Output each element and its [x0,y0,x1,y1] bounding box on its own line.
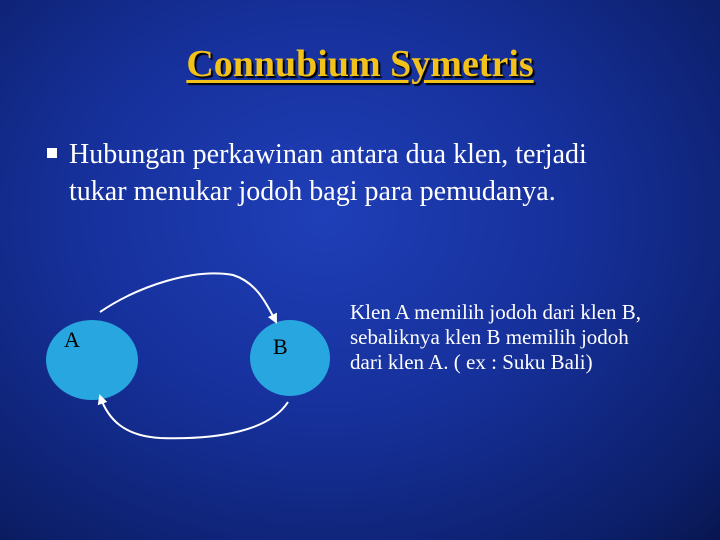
node-b-label: B [273,334,288,359]
note-line-3: dari klen A. ( ex : Suku Bali) [350,350,593,374]
node-a [46,320,138,400]
note-line-1: Klen A memilih jodoh dari klen B, [350,300,642,324]
node-b [250,320,330,396]
note-line-2: sebaliknya klen B memilih jodoh [350,325,629,349]
explanation-note [350,300,710,375]
arrow-a-to-b [100,273,276,322]
node-a-label: A [64,327,80,352]
bullet-line-2: tukar menukar jodoh bagi para pemudanya. [69,176,556,207]
bullet-line-1: Hubungan perkawinan antara dua klen, terjadi [69,139,587,170]
arrow-b-to-a [100,396,288,438]
slide-title: Connubium Symetris [186,43,534,85]
